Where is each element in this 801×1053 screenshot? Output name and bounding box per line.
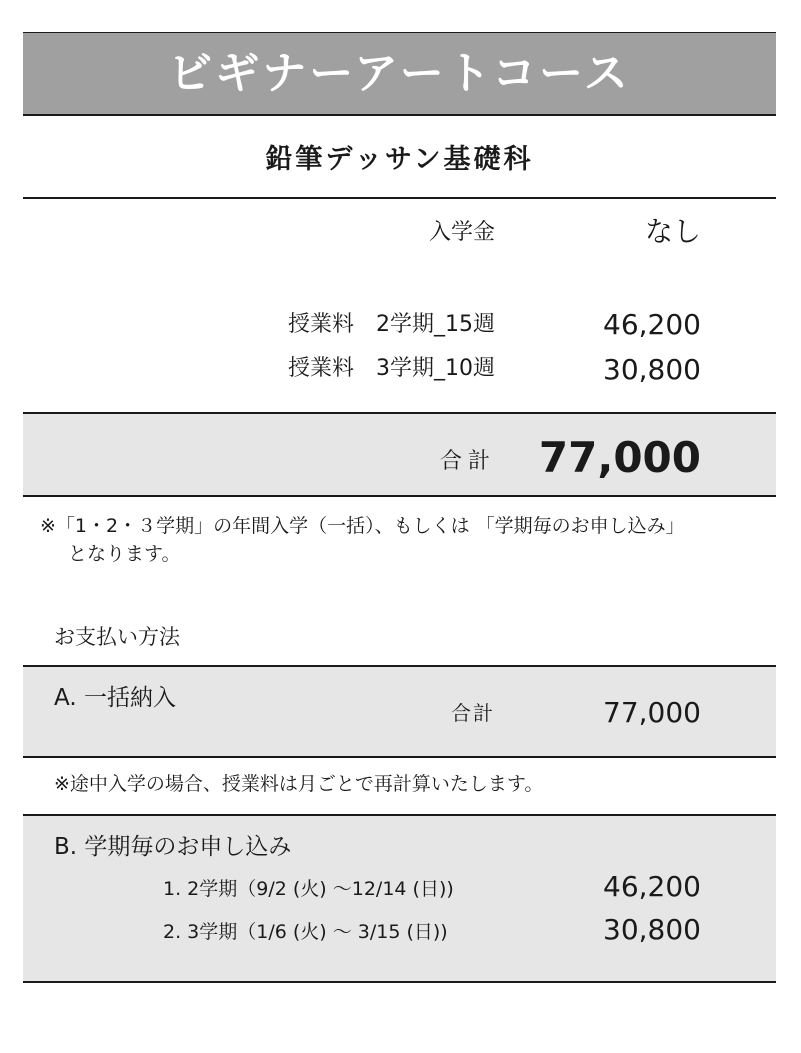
title-bottom-rule xyxy=(23,114,776,116)
divider xyxy=(23,495,776,497)
option-b-label: B. 学期毎のお申し込み xyxy=(54,834,292,860)
entrance-fee-value: なし xyxy=(644,215,701,248)
divider xyxy=(23,756,776,758)
total-label: 合計 xyxy=(439,449,496,474)
option-a-label: A. 一括納入 xyxy=(54,685,176,711)
page-title: ビギナーアートコース xyxy=(168,48,631,99)
enrollment-note-line1: ※「1・2・３学期」の年間入学（一括）、もしくは 「学期毎のお申し込み」 xyxy=(40,515,685,537)
tuition-label-term3: 授業料 3学期_10週 xyxy=(288,356,495,381)
tuition-label-term2: 授業料 2学期_15週 xyxy=(288,312,495,337)
course-name: 鉛筆デッサン基礎科 xyxy=(265,144,534,175)
option-a-total-amount: 77,000 xyxy=(603,696,701,729)
entrance-fee-label: 入学金 xyxy=(428,220,495,245)
tuition-amount-term3: 30,800 xyxy=(603,353,701,386)
total-amount: 77,000 xyxy=(538,433,701,482)
divider xyxy=(23,981,776,983)
enrollment-note-line2: となります。 xyxy=(68,543,181,565)
option-b-term-2: 2. 3学期（1/6 (火) ～ 3/15 (日)) xyxy=(163,921,448,943)
divider xyxy=(23,197,776,199)
option-a-total-label: 合計 xyxy=(451,701,495,725)
tuition-amount-term2: 46,200 xyxy=(603,308,701,341)
option-b-term-2-amount: 30,800 xyxy=(603,913,701,946)
payment-heading: お支払い方法 xyxy=(54,625,180,649)
option-b-term-1-amount: 46,200 xyxy=(603,870,701,903)
option-b-term-1: 1. 2学期（9/2 (火) ～12/14 (日)) xyxy=(163,878,454,900)
mid-term-note: ※途中入学の場合、授業料は月ごとで再計算いたします。 xyxy=(54,773,544,795)
